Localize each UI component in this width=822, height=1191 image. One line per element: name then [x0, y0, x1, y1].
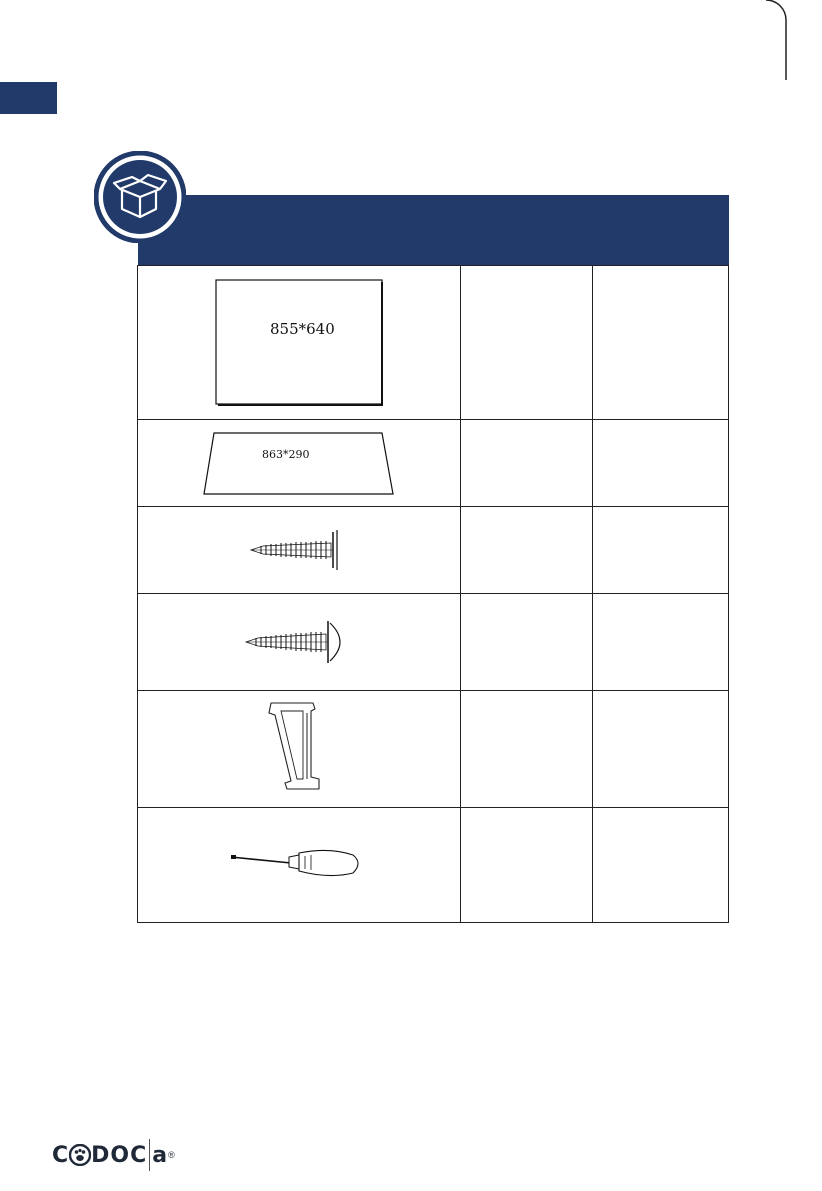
logo-letter-c: C [52, 1142, 70, 1168]
part-image-cell [138, 594, 461, 691]
check-cell [593, 808, 729, 923]
panel-large-icon [214, 278, 384, 408]
quantity-cell [461, 594, 593, 691]
brand-logo [52, 1138, 175, 1172]
parts-table [137, 195, 729, 923]
part-image-cell [138, 420, 461, 507]
part-image-cell [138, 266, 461, 420]
flat-head-screw-icon [249, 528, 349, 572]
round-head-screw-icon [244, 617, 354, 667]
header-quantity [461, 195, 593, 266]
logo-divider [149, 1139, 150, 1171]
table-row [138, 691, 729, 808]
panel-trapezoid-dimension: 863*290 [262, 448, 310, 461]
table-row [138, 507, 729, 594]
panel-large-dimension: 855*640 [270, 319, 335, 338]
table-row [138, 808, 729, 923]
part-image-cell [138, 691, 461, 808]
registered-mark: ® [168, 1150, 175, 1160]
table-header-row [138, 195, 729, 266]
header-check [593, 195, 729, 266]
table-row [138, 266, 729, 420]
corner-decoration [0, 0, 822, 80]
check-cell [593, 266, 729, 420]
check-cell [593, 507, 729, 594]
table-row [138, 420, 729, 507]
logo-letters-doc: DOC [91, 1142, 148, 1168]
quantity-cell [461, 691, 593, 808]
bracket-icon [267, 699, 331, 799]
quantity-cell [461, 266, 593, 420]
quantity-cell [461, 808, 593, 923]
logo-letter-a: a [152, 1142, 169, 1168]
table-row [138, 594, 729, 691]
paw-icon [69, 1144, 91, 1166]
part-image-cell [138, 808, 461, 923]
quantity-cell [461, 420, 593, 507]
section-tab [0, 82, 57, 114]
screwdriver-icon [229, 845, 369, 885]
part-image-cell [138, 507, 461, 594]
check-cell [593, 691, 729, 808]
open-box-icon [94, 151, 186, 243]
check-cell [593, 594, 729, 691]
check-cell [593, 420, 729, 507]
quantity-cell [461, 507, 593, 594]
panel-trapezoid-icon [202, 429, 396, 497]
